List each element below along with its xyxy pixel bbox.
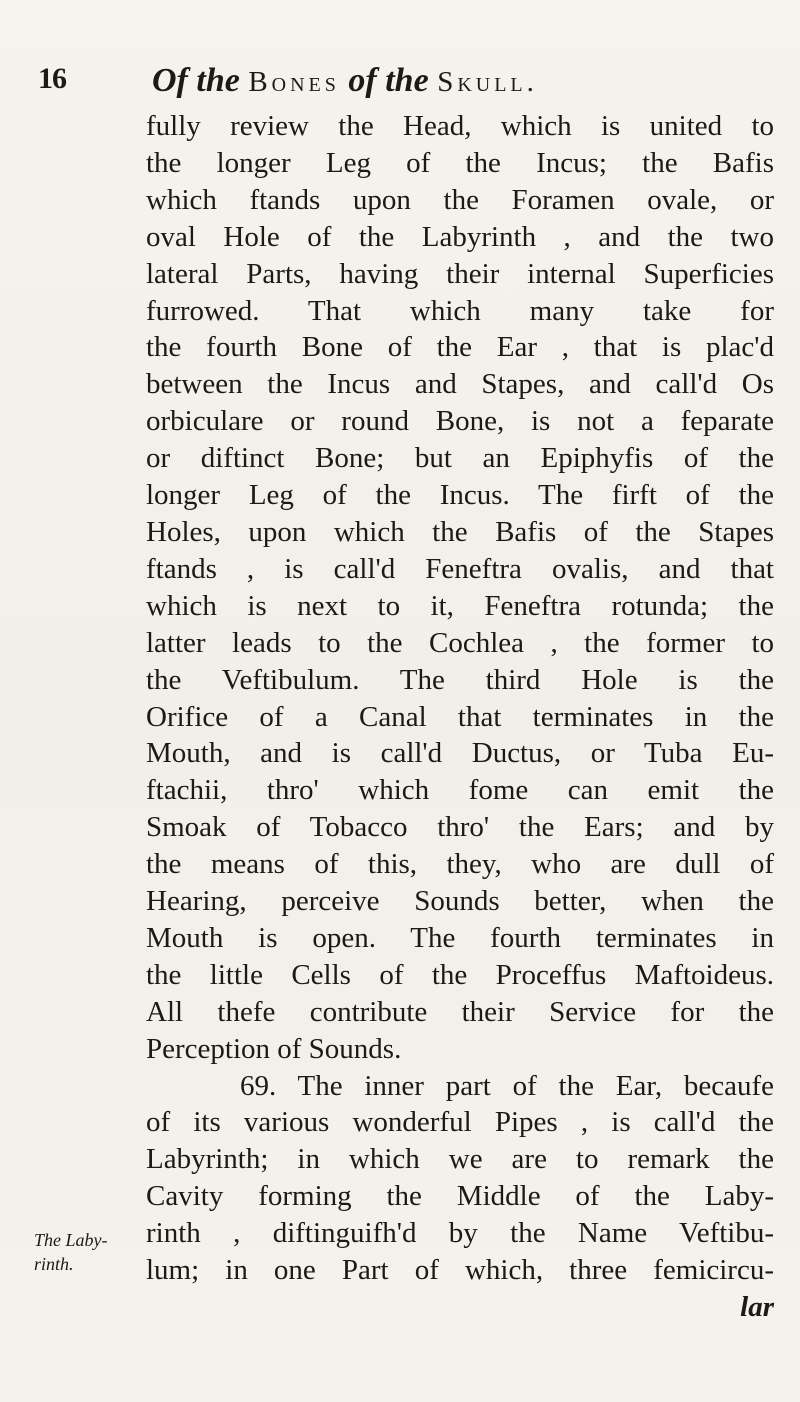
running-head-part: Of the [152,62,240,99]
text-line: Cavity forming the Middle of the Laby- [146,1180,774,1213]
text-line: lum; in one Part of which, three femicircu- [146,1254,774,1287]
marginal-note-line: The Laby- [34,1230,108,1250]
body-text [146,108,786,1326]
text-line: which ftands upon the Foramen ovale, or [146,183,774,216]
page-header [0,62,800,106]
text-line: ftands , is call'd Feneftra ovalis, and that [146,552,774,585]
text-line: All thefe contribute their Service for the [146,995,774,1028]
text-line: longer Leg of the Incus. The firft of the [146,479,774,512]
text-line: Labyrinth; in which we are to remark the [146,1143,774,1176]
text-line: the longer Leg of the Incus; the Bafis [146,146,774,179]
text-line: oval Hole of the Labyrinth , and the two [146,220,774,253]
running-head-part: Bones [248,66,340,98]
text-line: latter leads to the Cochlea , the former to [146,626,774,659]
catchword: lar [740,1291,774,1323]
text-line: between the Incus and Stapes, and call'd Os [146,368,774,401]
text-line: Holes, upon which the Bafis of the Stapes [146,515,774,548]
text-line: furrowed. That which many take for [146,294,774,327]
text-line: Mouth is open. The fourth terminates in [146,921,774,954]
text-line: the means of this, they, who are dull of [146,848,774,881]
text-line: the little Cells of the Proceffus Maftoideus. [146,958,774,991]
text-line: Smoak of Tobacco thro' the Ears; and by [146,811,774,844]
text-line: Perception of Sounds. [146,1032,402,1065]
marginal-note [34,1228,134,1276]
text-line: which is next to it, Feneftra rotunda; the [146,589,774,622]
text-line: ftachii, thro' which fome can emit the [146,774,774,807]
text-line: or diftinct Bone; but an Epiphyfis of the [146,442,774,475]
marginal-note-line: rinth. [34,1254,74,1274]
text-line: orbiculare or round Bone, is not a feparate [146,405,774,438]
text-line: Mouth, and is call'd Ductus, or Tuba Eu- [146,737,774,770]
text-line: Hearing, perceive Sounds better, when the [146,885,774,918]
text-line: the Veftibulum. The third Hole is the [146,663,774,696]
text-line: rinth , diftinguifh'd by the Name Veftibu- [146,1217,774,1250]
text-line: fully review the Head, which is united to [146,110,774,142]
page-number: 16 [38,62,66,95]
text-line: lateral Parts, having their internal Superficies [146,257,774,290]
running-head [152,62,538,100]
text-line: of its various wonderful Pipes , is call'd the [146,1106,774,1139]
text-line: the fourth Bone of the Ear , that is plac'd [146,331,774,364]
running-head-part: of the [348,62,429,99]
running-head-part: Skull. [437,66,538,98]
paragraph-start-line: 69. The inner part of the Ear, becaufe [240,1069,774,1102]
text-line: Orifice of a Canal that terminates in the [146,700,774,733]
